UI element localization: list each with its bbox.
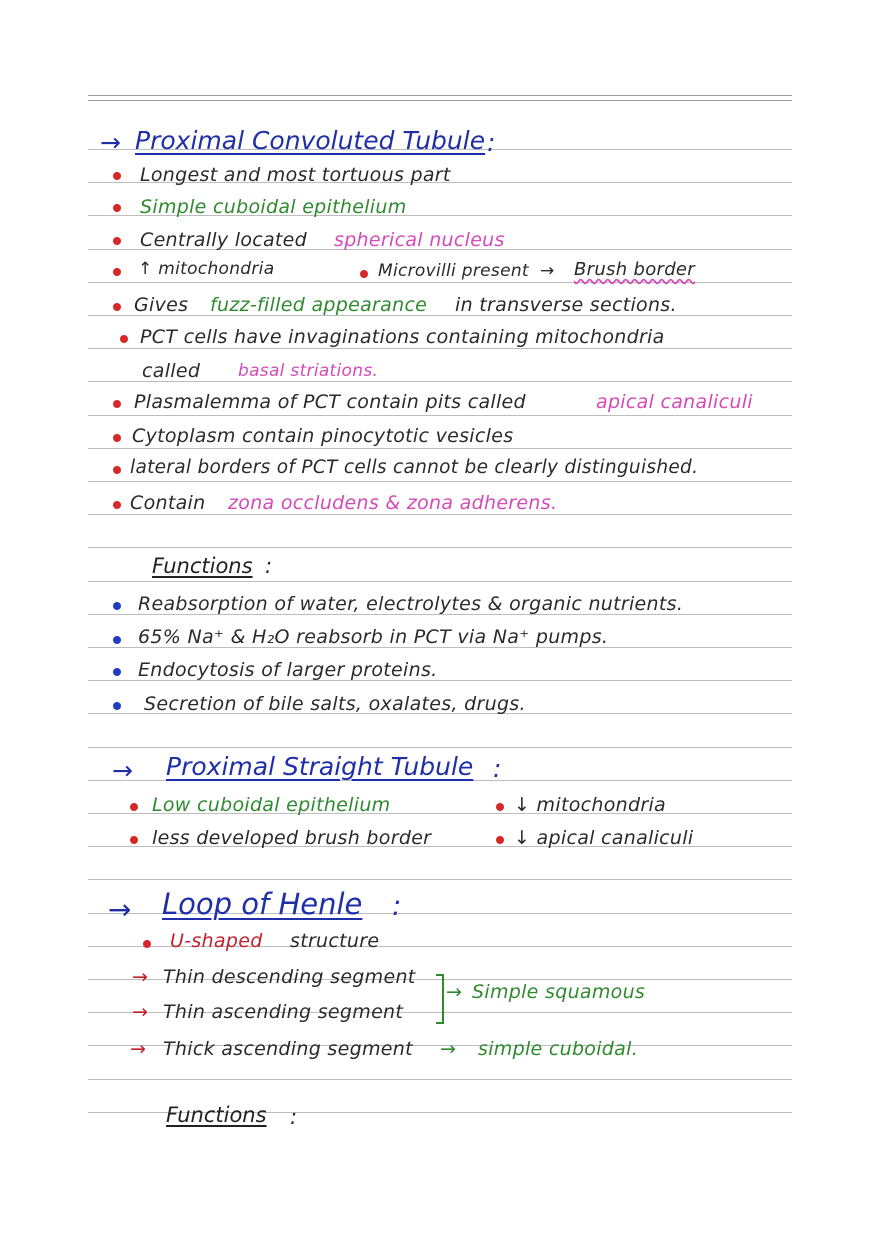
- pct-line-5b: fuzz-filled appearance: [210, 294, 428, 316]
- pct-function-3: Endocytosis of larger proteins.: [138, 659, 438, 681]
- bullet: [113, 237, 121, 245]
- pct-heading-arrow: →: [100, 128, 121, 157]
- ruled-line: [88, 581, 792, 582]
- bullet: [113, 434, 121, 442]
- loop-segment-3: Thick ascending segment: [163, 1038, 413, 1060]
- pct-line-5c: in transverse sections.: [455, 294, 677, 316]
- pst-left-1: Low cuboidal epithelium: [152, 794, 391, 816]
- pct-function-4: Secretion of bile salts, oxalates, drugs.: [144, 693, 526, 715]
- brace-icon: [436, 974, 444, 1024]
- ruled-line: [88, 348, 792, 349]
- pct-line-4a: ↑ mitochondria: [138, 259, 275, 279]
- ruled-line: [88, 315, 792, 316]
- pct-functions-colon: :: [265, 554, 273, 578]
- pct-heading-colon: :: [487, 128, 496, 157]
- pst-left-2: less developed brush border: [152, 827, 432, 849]
- pct-line-4b: Microvilli present: [378, 261, 529, 281]
- pct-line-11b: zona occludens & zona adherens.: [228, 492, 558, 514]
- pct-function-2: 65% Na⁺ & H₂O reabsorb in PCT via Na⁺ pumps.: [138, 626, 609, 648]
- pct-line-7b: basal striations.: [238, 361, 379, 381]
- bullet: [143, 940, 151, 948]
- loop-cuboidal: simple cuboidal.: [478, 1038, 639, 1060]
- bullet: [113, 204, 121, 212]
- bullet: [360, 270, 368, 278]
- bullet: [113, 702, 121, 710]
- ruled-line: [88, 514, 792, 515]
- ruled-line: [88, 547, 792, 548]
- bullet: [113, 636, 121, 644]
- bullet: [113, 268, 121, 276]
- bullet: [113, 668, 121, 676]
- loop-segment-1: Thin descending segment: [163, 966, 416, 988]
- pct-line-8b: apical canaliculi: [596, 391, 753, 413]
- pct-line-4c: →: [540, 261, 555, 281]
- pct-line-6: PCT cells have invaginations containing mitochondria: [140, 326, 665, 348]
- pct-function-1: Reabsorption of water, electrolytes & organic nutrients.: [138, 593, 684, 615]
- bullet: [113, 466, 121, 474]
- pst-heading-arrow: →: [112, 756, 133, 785]
- ruled-line: [88, 95, 792, 96]
- pst-heading: Proximal Straight Tubule: [166, 752, 474, 781]
- pct-line-11a: Contain: [130, 492, 206, 514]
- ruled-line: [88, 415, 792, 416]
- bullet: [113, 400, 121, 408]
- loop-shape-b: structure: [290, 930, 380, 952]
- loop-segment-2: Thin ascending segment: [163, 1001, 404, 1023]
- pst-right-1: ↓ mitochondria: [514, 794, 666, 816]
- loop-functions-heading: Functions: [166, 1103, 267, 1127]
- ruled-line: [88, 448, 792, 449]
- pst-heading-colon: :: [493, 754, 502, 783]
- pct-heading: Proximal Convoluted Tubule: [135, 126, 486, 155]
- ruled-line: [88, 1079, 792, 1080]
- ruled-line: [88, 879, 792, 880]
- bullet: [496, 836, 504, 844]
- loop-functions-colon: :: [290, 1105, 298, 1129]
- ruled-line: [88, 481, 792, 482]
- bullet: [113, 303, 121, 311]
- bullet: [113, 501, 121, 509]
- pct-line-5a: Gives: [134, 294, 189, 316]
- loop-seg-arrow-1: →: [132, 966, 149, 988]
- pct-line-8a: Plasmalemma of PCT contain pits called: [134, 391, 526, 413]
- loop-shape-a: U-shaped: [170, 930, 263, 952]
- pst-right-2: ↓ apical canaliculi: [514, 827, 694, 849]
- pct-line-9: Cytoplasm contain pinocytotic vesicles: [132, 425, 514, 447]
- ruled-line: [88, 100, 792, 101]
- bullet: [130, 836, 138, 844]
- pct-line-4d: Brush border: [574, 259, 696, 280]
- loop-heading: Loop of Henle: [162, 887, 363, 921]
- ruled-line: [88, 282, 792, 283]
- loop-heading-arrow: →: [108, 893, 132, 926]
- pct-line-3a: Centrally located: [140, 229, 308, 251]
- pct-line-3b: spherical nucleus: [334, 229, 505, 251]
- pct-line-2: Simple cuboidal epithelium: [140, 196, 407, 218]
- ruled-line: [88, 747, 792, 748]
- pct-line-1: Longest and most tortuous part: [140, 164, 451, 186]
- bullet: [113, 602, 121, 610]
- bullet: [130, 803, 138, 811]
- loop-seg-arrow-3: →: [130, 1038, 147, 1060]
- loop-squamous: Simple squamous: [472, 981, 646, 1003]
- pct-functions-heading: Functions: [152, 554, 253, 578]
- bullet: [496, 803, 504, 811]
- bullet: [113, 172, 121, 180]
- loop-segment-3-arrow: →: [440, 1038, 457, 1060]
- bullet: [120, 335, 128, 343]
- loop-brace-arrow: →: [446, 981, 463, 1003]
- pct-line-10: lateral borders of PCT cells cannot be clearly distinguished.: [130, 457, 699, 478]
- pct-line-7a: called: [142, 360, 201, 382]
- loop-heading-colon: :: [392, 889, 402, 922]
- loop-seg-arrow-2: →: [132, 1001, 149, 1023]
